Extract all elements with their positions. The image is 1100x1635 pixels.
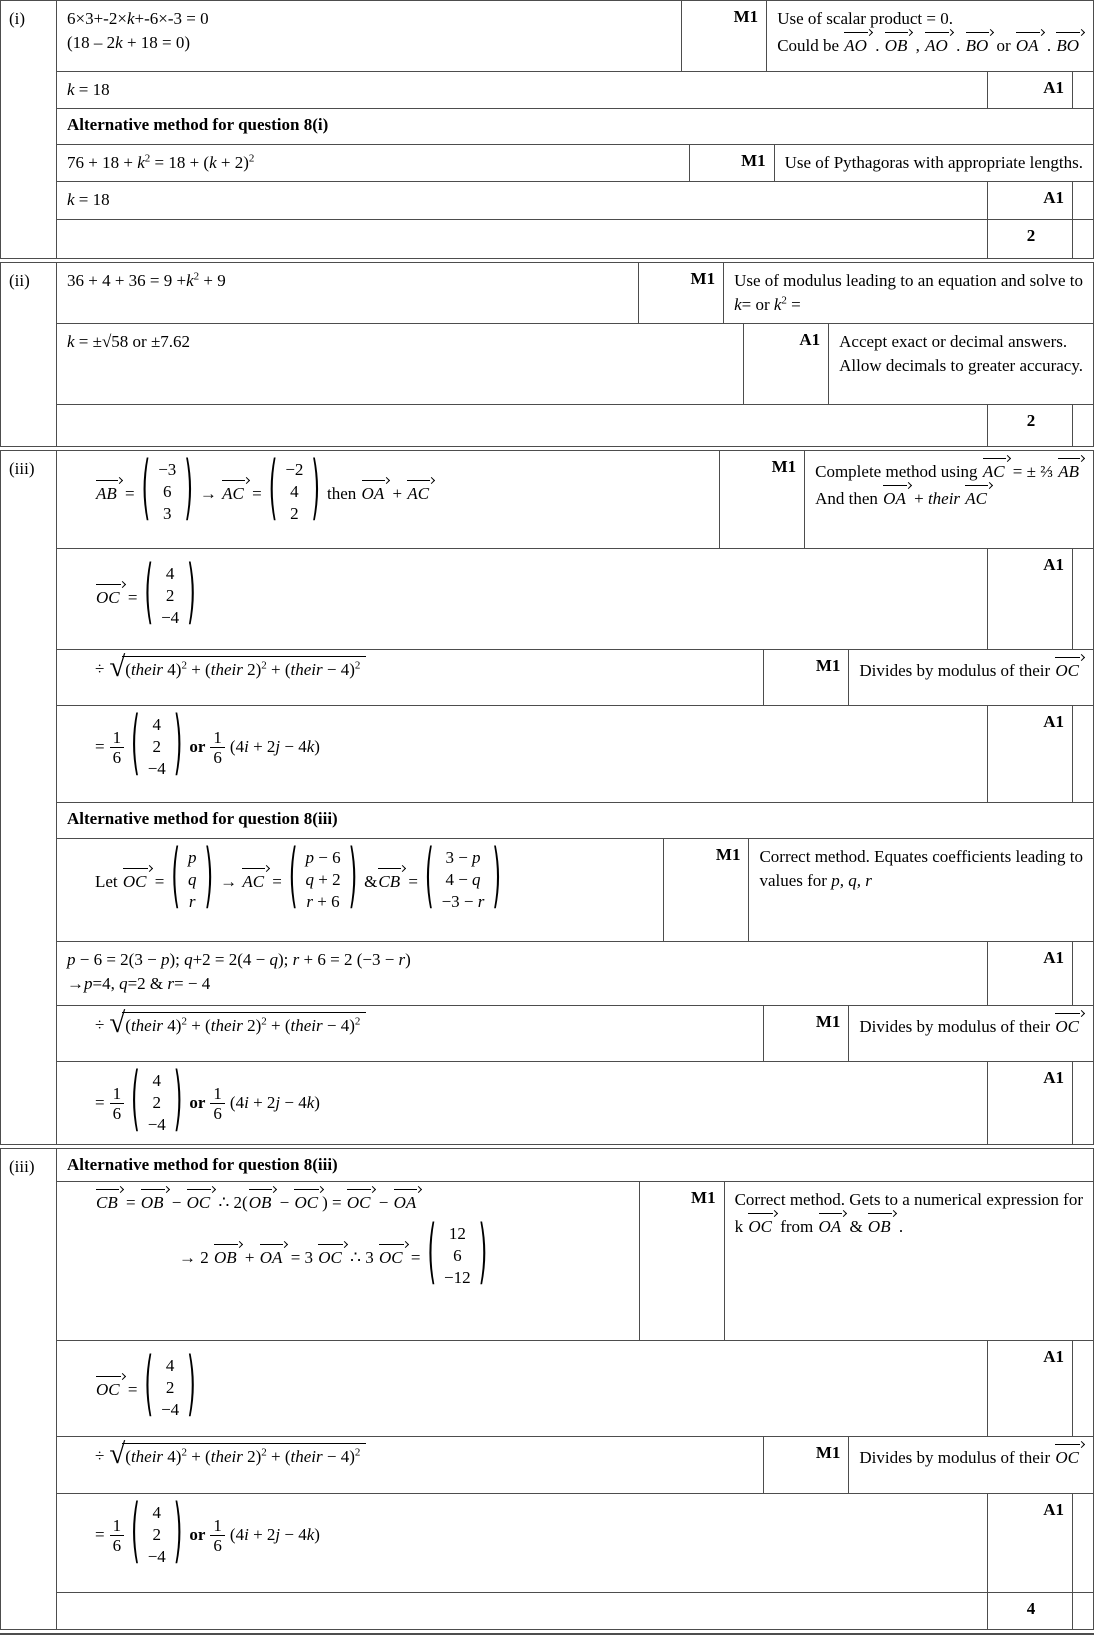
guidance-line: values for p, q, r bbox=[759, 871, 872, 890]
math-line bbox=[95, 712, 977, 782]
answer-cell bbox=[57, 1437, 763, 1493]
part-label: (ii) bbox=[1, 263, 57, 446]
column-vector: ( p q r ) bbox=[171, 845, 213, 915]
mark-row bbox=[57, 1182, 1093, 1341]
mark-label: M1 bbox=[719, 451, 805, 548]
column-vector: ( 4 2 −4 ) bbox=[131, 712, 182, 782]
sqrt-expression: √ (their 4)$^2$ + (their 2)$^2$ + (their − 4)$^2$ bbox=[109, 656, 366, 681]
math-line bbox=[179, 1221, 629, 1291]
guidance-cell bbox=[724, 263, 1093, 323]
answer-cell bbox=[57, 1, 681, 71]
mark-label: A1 bbox=[987, 182, 1073, 219]
mark-row bbox=[57, 451, 1093, 549]
mark-label: M1 bbox=[638, 263, 724, 323]
guidance-line: Accept exact or decimal answers. bbox=[839, 332, 1068, 351]
math-line bbox=[95, 845, 653, 915]
mark-row bbox=[57, 324, 1093, 405]
total-row bbox=[57, 220, 1093, 258]
math-fragment: (4i + 2j − 4k) bbox=[229, 737, 320, 756]
rows-part-i bbox=[57, 1, 1093, 258]
math-line: k = 18 bbox=[67, 80, 110, 99]
guidance-cell bbox=[849, 1006, 1093, 1061]
total-row bbox=[57, 405, 1093, 446]
rows-part-ii bbox=[57, 263, 1093, 446]
mark-label: A1 bbox=[987, 549, 1073, 649]
mark-label: M1 bbox=[763, 1437, 849, 1493]
math-fragment: (4i + 2j − 4k) bbox=[229, 1093, 320, 1112]
or-label: or bbox=[189, 1525, 206, 1544]
part-label: (iii) bbox=[1, 1149, 57, 1629]
column-vector: ( −3 6 3 ) bbox=[142, 457, 193, 527]
mark-row bbox=[57, 1494, 1093, 1593]
guidance-line: Correct method. Gets to a numerical expression for bbox=[734, 1190, 1083, 1209]
rows-part-iii bbox=[57, 451, 1093, 1144]
mark-row bbox=[57, 182, 1093, 220]
mark-row bbox=[57, 263, 1093, 324]
guidance-cell bbox=[1073, 1494, 1093, 1592]
mark-label: M1 bbox=[763, 1006, 849, 1061]
guidance-cell bbox=[805, 451, 1093, 548]
math-fragment: (4i + 2j − 4k) bbox=[229, 1525, 320, 1544]
answer-cell bbox=[57, 405, 987, 446]
guidance-cell bbox=[775, 145, 1093, 181]
sqrt-expression: √ (their 4)$^2$ + (their 2)$^2$ + (their − 4)$^2$ bbox=[109, 1012, 366, 1037]
mark-label: A1 bbox=[987, 1494, 1073, 1592]
answer-cell bbox=[57, 145, 689, 181]
mark-row bbox=[57, 72, 1093, 109]
part-label: (i) bbox=[1, 1, 57, 258]
guidance-line: Allow decimals to greater accuracy. bbox=[839, 356, 1083, 375]
guidance-cell bbox=[1073, 72, 1093, 108]
guidance-line: And then OA + their AC bbox=[815, 484, 1083, 511]
answer-cell bbox=[57, 324, 743, 404]
mark-label: A1 bbox=[987, 942, 1073, 1005]
column-vector: ( 12 6 −12 ) bbox=[427, 1221, 487, 1291]
guidance-line: Complete method using AC = ± ⅔ AB bbox=[815, 457, 1083, 484]
equals-sign: = bbox=[95, 1525, 105, 1544]
math-line: $36 + 4 + 36 = 9 +k^2 + 9$ bbox=[67, 270, 226, 290]
answer-cell bbox=[57, 1593, 987, 1629]
mark-row bbox=[57, 706, 1093, 803]
answer-cell bbox=[57, 72, 987, 108]
equals-sign: = bbox=[95, 737, 105, 756]
mark-row bbox=[57, 1, 1093, 72]
guidance-cell bbox=[1073, 220, 1093, 258]
math-line bbox=[95, 561, 977, 631]
column-vector: ( p − 6 q + 2 r + 6 ) bbox=[289, 845, 357, 915]
answer-cell bbox=[57, 182, 987, 219]
fraction: $\frac{1}{6}$ bbox=[110, 1084, 125, 1123]
answer-cell bbox=[57, 839, 663, 941]
mark-label: M1 bbox=[763, 650, 849, 705]
guidance-cell bbox=[749, 839, 1093, 941]
math-line bbox=[95, 656, 753, 681]
mark-row bbox=[57, 839, 1093, 942]
column-vector: ( 4 2 −4 ) bbox=[144, 1353, 195, 1423]
mark-label: M1 bbox=[663, 839, 749, 941]
column-vector: ( 4 2 −4 ) bbox=[144, 561, 195, 631]
alt-method-header: Alternative method for question 8(iii) bbox=[67, 809, 338, 828]
mark-label: M1 bbox=[639, 1182, 725, 1340]
math-line: CB = OB − OC ∴ 2(OB − OC ) = OC − OA bbox=[95, 1188, 629, 1215]
divide-sign: ÷ bbox=[95, 1445, 105, 1465]
mark-label: A1 bbox=[743, 324, 829, 404]
mark-label: A1 bbox=[987, 1062, 1073, 1144]
guidance-cell bbox=[1073, 706, 1093, 802]
math-line: k = ±√58 or ±7.62 bbox=[67, 332, 191, 351]
math-line: k = 18 bbox=[67, 190, 110, 209]
guidance-cell bbox=[725, 1182, 1093, 1340]
answer-cell bbox=[57, 1341, 987, 1436]
math-fragment: → AC = bbox=[220, 867, 282, 894]
math-line: 6×3+-2×k+-6×-3 = 0 bbox=[67, 9, 209, 28]
answer-cell bbox=[57, 263, 638, 323]
math-line bbox=[95, 1353, 977, 1423]
math-fragment: then OA + AC bbox=[327, 479, 433, 506]
math-fragment: OC = bbox=[95, 583, 137, 610]
math-line: (18 – 2k + 18 = 0) bbox=[67, 33, 191, 52]
answer-cell bbox=[57, 1062, 987, 1144]
answer-cell bbox=[57, 1182, 639, 1340]
alt-method-header: Alternative method for question 8(iii) bbox=[67, 1155, 338, 1174]
math-fragment: AB = bbox=[95, 479, 135, 506]
math-line bbox=[95, 1500, 977, 1570]
or-label: or bbox=[189, 1093, 206, 1112]
guidance-cell bbox=[849, 650, 1093, 705]
guidance-cell bbox=[767, 1, 1093, 71]
part-label: (iii) bbox=[1, 451, 57, 1144]
math-line bbox=[95, 1443, 753, 1468]
math-line bbox=[95, 457, 709, 527]
answer-cell bbox=[57, 650, 763, 705]
guidance-line: Use of Pythagoras with appropriate lengths. bbox=[784, 153, 1083, 172]
divide-sign: ÷ bbox=[95, 1014, 105, 1034]
column-vector: ( 4 2 −4 ) bbox=[131, 1068, 182, 1138]
alt-method-header-row bbox=[57, 1149, 1093, 1182]
math-line bbox=[95, 1068, 977, 1138]
rows-part-iii-alt bbox=[57, 1149, 1093, 1629]
answer-cell bbox=[57, 549, 987, 649]
mark-label: A1 bbox=[987, 1341, 1073, 1436]
mark-row bbox=[57, 1006, 1093, 1062]
mark-row bbox=[57, 1062, 1093, 1144]
guidance-line: Could be AO . OB , AO . BO or OA . BO bbox=[777, 31, 1083, 58]
guidance-line: k= or $k^2$ = bbox=[734, 294, 801, 314]
mark-row bbox=[57, 1341, 1093, 1437]
guidance-cell bbox=[1073, 1341, 1093, 1436]
guidance-cell bbox=[1073, 405, 1093, 446]
math-line: $76 + 18 + k^2 = 18 + (k + 2)^2$ bbox=[67, 152, 255, 172]
answer-cell bbox=[57, 220, 987, 258]
guidance-line: k OC from OA & OB . bbox=[735, 1212, 1083, 1239]
fraction: $\frac{1}{6}$ bbox=[110, 1516, 125, 1555]
sqrt-expression: √ (their 4)$^2$ + (their 2)$^2$ + (their − 4)$^2$ bbox=[109, 1443, 366, 1468]
answer-cell bbox=[57, 1006, 763, 1061]
guidance-line: Use of modulus leading to an equation and solve to bbox=[734, 271, 1083, 290]
guidance-cell bbox=[829, 324, 1093, 404]
fraction: $\frac{1}{6}$ bbox=[210, 1516, 225, 1555]
math-fragment: → AC = bbox=[200, 479, 262, 506]
answer-cell bbox=[57, 451, 719, 548]
mark-row bbox=[57, 942, 1093, 1006]
mark-row bbox=[57, 145, 1093, 182]
math-fragment: &CB = bbox=[364, 867, 418, 894]
mark-row bbox=[57, 549, 1093, 650]
math-line bbox=[95, 1012, 753, 1037]
math-line: →p=4, q=2 & r= − 4 bbox=[67, 974, 211, 993]
math-fragment: OC = bbox=[95, 1375, 137, 1402]
guidance-line: Divides by modulus of their OC bbox=[859, 1012, 1083, 1039]
answer-cell bbox=[57, 1494, 987, 1592]
guidance-cell bbox=[1073, 1062, 1093, 1144]
guidance-cell bbox=[1073, 182, 1093, 219]
guidance-cell bbox=[1073, 1593, 1093, 1629]
math-fragment: Let OC = bbox=[95, 867, 164, 894]
guidance-line: Correct method. Equates coefficients leading to bbox=[759, 847, 1083, 866]
section-part-i bbox=[0, 0, 1094, 259]
total-marks: 2 bbox=[987, 220, 1073, 258]
equals-sign: = bbox=[95, 1093, 105, 1112]
section-part-ii bbox=[0, 262, 1094, 447]
math-fragment: → 2 OB + OA = 3 OC ∴ 3 OC = bbox=[179, 1243, 420, 1270]
column-vector: ( −2 4 2 ) bbox=[269, 457, 320, 527]
guidance-line: Use of scalar product = 0. bbox=[777, 9, 953, 28]
total-row bbox=[57, 1593, 1093, 1629]
mark-row bbox=[57, 650, 1093, 706]
section-part-iii bbox=[0, 450, 1094, 1145]
guidance-cell bbox=[849, 1437, 1093, 1493]
section-part-iii-alt bbox=[0, 1148, 1094, 1630]
mark-row bbox=[57, 1437, 1093, 1494]
guidance-cell bbox=[1073, 549, 1093, 649]
math-line: p − 6 = 2(3 − p); q+2 = 2(4 − q); r + 6 = 2 (−3 − r) bbox=[67, 950, 411, 969]
fraction: $\frac{1}{6}$ bbox=[110, 728, 125, 767]
fraction: $\frac{1}{6}$ bbox=[210, 728, 225, 767]
alt-method-header-row bbox=[57, 803, 1093, 839]
column-vector: ( 4 2 −4 ) bbox=[131, 1500, 182, 1570]
mark-label: M1 bbox=[689, 145, 775, 181]
alt-method-header-row bbox=[57, 109, 1093, 145]
mark-label: A1 bbox=[987, 706, 1073, 802]
mark-label: A1 bbox=[987, 72, 1073, 108]
total-marks: 2 bbox=[987, 405, 1073, 446]
answer-cell bbox=[57, 942, 987, 1005]
or-label: or bbox=[189, 737, 206, 756]
fraction: $\frac{1}{6}$ bbox=[210, 1084, 225, 1123]
answer-cell bbox=[57, 706, 987, 802]
mark-label: M1 bbox=[681, 1, 767, 71]
guidance-line: Divides by modulus of their OC bbox=[859, 1443, 1083, 1470]
guidance-line: Divides by modulus of their OC bbox=[859, 656, 1083, 683]
guidance-cell bbox=[1073, 942, 1093, 1005]
alt-method-header: Alternative method for question 8(i) bbox=[67, 115, 329, 134]
column-vector: ( 3 − p 4 − q −3 − r ) bbox=[425, 845, 501, 915]
divide-sign: ÷ bbox=[95, 658, 105, 678]
total-marks: 4 bbox=[987, 1593, 1073, 1629]
